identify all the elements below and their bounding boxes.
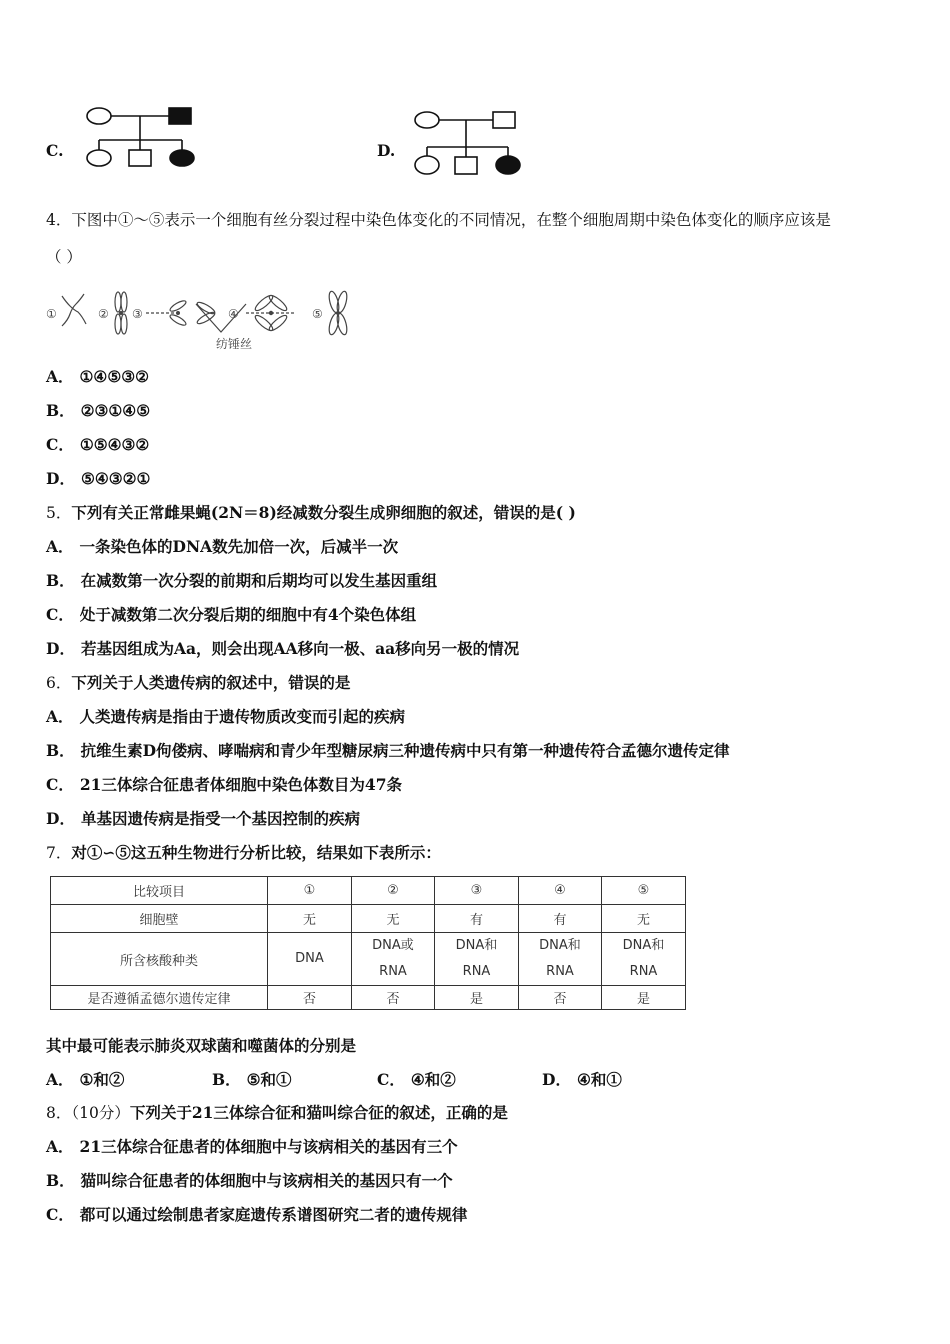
question-4-number: 4． [46,211,72,229]
comparison-table [50,876,686,1010]
q5-option-b[interactable] [46,571,437,591]
q7-option-c-label: C． [377,1070,405,1089]
table-cell: 是 [435,986,519,1010]
q7-option-d-label: D． [542,1070,571,1089]
table-cell: 所含核酸种类 [51,933,268,986]
q4-option-c-label: C． [46,435,74,454]
question-8-number: 8． [46,1104,72,1122]
table-cell: DNA和 RNA [435,933,519,986]
q5-option-a-label: A． [46,537,74,556]
q4-option-c[interactable] [46,435,149,455]
q4-option-b-text: ②③①④⑤ [80,401,151,420]
table-row [51,905,686,933]
q8-option-b-label: B． [46,1171,75,1190]
question-7-stem [46,843,441,863]
question-5-number: 5． [46,504,72,522]
table-cell: 细胞壁 [51,905,268,933]
q7-option-b-label: B． [212,1070,241,1089]
q5-option-d[interactable] [46,639,519,659]
question-4-text: 下图中①～⑤表示一个细胞有丝分裂过程中染色体变化的不同情况，在整个细胞周期中染色体变化的顺序应该是 [71,211,831,229]
q4-option-d[interactable] [46,469,150,489]
question-8-stem [46,1103,508,1123]
table-cell: 是否遵循孟德尔遗传定律 [51,986,268,1010]
q6-option-a[interactable] [46,707,405,727]
q6-option-d[interactable] [46,809,360,829]
q6-option-c[interactable] [46,775,402,795]
q8-option-c[interactable] [46,1205,467,1225]
question-4-paren: （ ） [46,248,82,266]
q8-option-b-text: 猫叫综合征患者的体细胞中与该病相关的基因只有一个 [80,1171,453,1190]
q8-option-a-text: 21三体综合征患者的体细胞中与该病相关的基因有三个 [79,1137,458,1156]
q6-option-c-label: C． [46,775,74,794]
table-header: ② [352,877,435,905]
q6-option-b-text: 抗维生素D佝偻病、哮喘病和青少年型糖尿病三种遗传病中只有第一种遗传符合孟德尔遗传定律 [80,741,730,760]
table-cell: DNA或 RNA [352,933,435,986]
q4-option-d-label: D． [46,469,75,488]
q8-option-a[interactable] [46,1137,458,1157]
q5-option-d-text: 若基因组成为Aa，则会出现AA移向一极、aa移向另一极的情况 [80,639,520,658]
question-7-text: 对①∽⑤这五种生物进行分析比较，结果如下表所示： [71,843,441,862]
pedigree-d [413,105,528,180]
q7-option-d-text: ④和① [576,1070,622,1089]
q7-option-b[interactable] [212,1068,292,1090]
chromosome-figure [46,286,356,356]
q4-option-b[interactable] [46,401,150,421]
table-cell: 无 [602,905,686,933]
q5-option-b-text: 在减数第一次分裂的前期和后期均可以发生基因重组 [80,571,438,590]
q5-option-d-label: D． [46,639,75,658]
q6-option-a-text: 人类遗传病是指由于遗传物质改变而引起的疾病 [79,707,406,726]
q5-option-a-text: 一条染色体的DNA数先加倍一次，后减半一次 [79,537,399,556]
table-header: 比较项目 [51,877,268,905]
question-8-text: 下列关于21三体综合征和猫叫综合征的叙述，正确的是 [129,1103,508,1122]
question-5-stem [46,503,576,523]
q5-option-c-label: C． [46,605,74,624]
table-header: ③ [435,877,519,905]
pedigree-c [85,105,200,170]
table-cell: 否 [352,986,435,1010]
q6-option-b[interactable] [46,741,730,761]
q7-option-a-label: A． [46,1070,74,1089]
q8-option-c-label: C． [46,1205,74,1224]
q6-option-d-text: 单基因遗传病是指受一个基因控制的疾病 [80,809,360,828]
q3-option-d-label: D. [377,141,396,160]
table-cell: DNA和 RNA [602,933,686,986]
question-7-number: 7． [46,844,72,862]
table-row [51,986,686,1010]
figure-label-5: ⑤ [312,307,323,321]
q8-option-c-text: 都可以通过绘制患者家庭遗传系谱图研究二者的遗传规律 [79,1205,468,1224]
figure-label-1: ① [46,307,57,321]
table-header: ⑤ [602,877,686,905]
figure-label-2: ② [98,307,109,321]
q5-option-a[interactable] [46,537,398,557]
table-cell: 否 [268,986,352,1010]
table-header-row [51,877,686,905]
q4-option-d-text: ⑤④③②① [80,469,151,488]
q4-option-c-text: ①⑤④③② [79,435,150,454]
q5-option-c-text: 处于减数第二次分裂后期的细胞中有4个染色体组 [79,605,417,624]
question-6-text: 下列关于人类遗传病的叙述中，错误的是 [71,673,351,692]
table-cell: DNA和 RNA [519,933,602,986]
q3-option-c-label: C. [46,141,64,160]
q7-option-d[interactable] [542,1068,622,1090]
q6-option-b-label: B． [46,741,75,760]
q5-option-b-label: B． [46,571,75,590]
table-row [51,933,686,986]
q4-option-a[interactable] [46,367,149,387]
q4-option-a-text: ①④⑤③② [79,367,150,386]
question-7-prompt: 其中最可能表示肺炎双球菌和噬菌体的分别是 [46,1036,357,1055]
table-cell: 有 [435,905,519,933]
table-cell: 无 [352,905,435,933]
q7-option-a[interactable] [46,1068,124,1090]
question-5-text: 下列有关正常雌果蝇(2N＝8)经减数分裂生成卵细胞的叙述，错误的是( ) [71,503,576,522]
question-6-stem [46,673,350,693]
q7-option-b-text: ⑤和① [246,1070,292,1089]
table-cell: DNA [268,933,352,986]
figure-label-3: ③ [132,307,143,321]
figure-caption: 纺锤丝 [216,337,253,351]
question-8-score: （10分） [71,1104,130,1122]
q8-option-b[interactable] [46,1171,453,1191]
table-cell: 是 [602,986,686,1010]
table-cell: 否 [519,986,602,1010]
table-cell: 无 [268,905,352,933]
q6-option-c-text: 21三体综合征患者体细胞中染色体数目为47条 [79,775,402,794]
question-4-stem [46,210,831,230]
table-header: ④ [519,877,602,905]
q4-option-b-label: B． [46,401,75,420]
question-6-number: 6． [46,674,72,692]
table-header: ① [268,877,352,905]
q5-option-c[interactable] [46,605,416,625]
q4-option-a-label: A． [46,367,74,386]
q7-option-c[interactable] [377,1068,456,1090]
figure-label-4: ④ [228,307,239,321]
q7-option-c-text: ④和② [410,1070,456,1089]
table-cell: 有 [519,905,602,933]
q6-option-d-label: D． [46,809,75,828]
q8-option-a-label: A． [46,1137,74,1156]
q7-option-a-text: ①和② [79,1070,125,1089]
q6-option-a-label: A． [46,707,74,726]
